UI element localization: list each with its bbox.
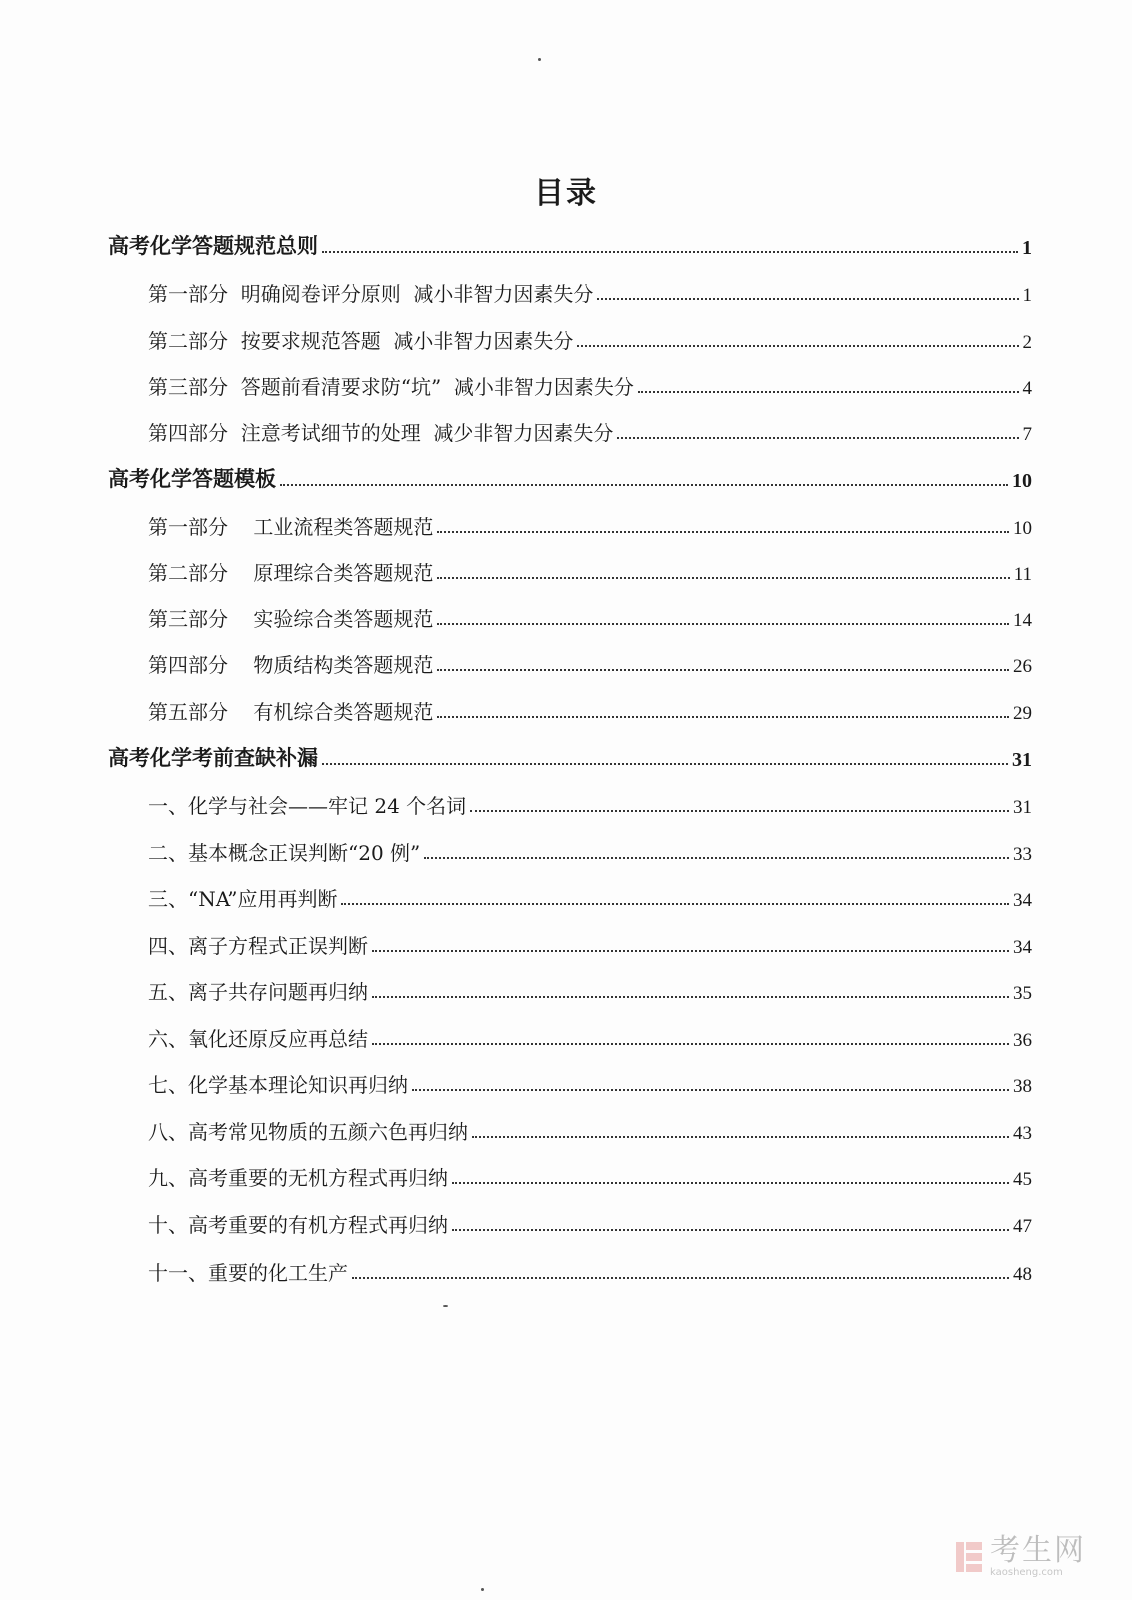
toc-entry-label: 第三部分 实验综合类答题规范	[148, 607, 434, 631]
toc-entry-label: 六、氧化还原反应再总结	[148, 1027, 368, 1051]
toc-page-number: 45	[1013, 1169, 1032, 1190]
dot-leader	[452, 1182, 1009, 1184]
toc-page-number: 43	[1013, 1123, 1032, 1144]
dot-leader	[280, 484, 1008, 486]
toc-page-number: 7	[1022, 424, 1032, 445]
dot-leader	[470, 810, 1009, 812]
toc-entry-label: 第二部分 按要求规范答题 减小非智力因素失分	[148, 329, 574, 353]
toc-page-number: 26	[1013, 656, 1032, 677]
toc-entry[interactable]	[148, 370, 1032, 400]
toc-page-number: 31	[1012, 749, 1032, 771]
scan-speck	[481, 1588, 484, 1591]
dot-leader	[472, 1136, 1009, 1138]
toc-section-entry[interactable]	[108, 742, 1032, 772]
toc-section-entry[interactable]	[108, 463, 1032, 493]
dot-leader	[617, 437, 1018, 439]
toc-entry-label: 五、离子共存问题再归纳	[148, 980, 368, 1004]
toc-entry[interactable]	[148, 1115, 1032, 1145]
page-title: 目录	[534, 176, 598, 211]
toc-page-number: 38	[1013, 1076, 1032, 1097]
dot-leader	[437, 531, 1009, 533]
toc-entry-label: 第四部分 注意考试细节的处理 减少非智力因素失分	[148, 421, 614, 445]
watermark-url: kaosheng.com	[990, 1567, 1063, 1578]
toc-page-number: 10	[1013, 518, 1032, 539]
toc-page-number: 31	[1013, 797, 1032, 818]
toc-entry-label: 七、化学基本理论知识再归纳	[148, 1073, 408, 1097]
toc-entry[interactable]	[148, 510, 1032, 540]
dot-leader	[322, 763, 1008, 765]
toc-entry[interactable]	[148, 1161, 1032, 1191]
toc-entry[interactable]	[148, 1256, 1032, 1286]
dot-leader	[452, 1229, 1009, 1231]
toc-entry-label: 四、离子方程式正误判断	[148, 934, 368, 958]
toc-page-number: 1	[1022, 237, 1032, 259]
toc-page-number: 14	[1013, 610, 1032, 631]
watermark-title: 考生网	[990, 1533, 1086, 1568]
toc-page-number: 29	[1013, 703, 1032, 724]
toc-entry[interactable]	[148, 556, 1032, 586]
toc-entry[interactable]	[148, 882, 1032, 912]
toc-entry[interactable]	[148, 416, 1032, 446]
site-watermark	[954, 1533, 1086, 1578]
toc-page-number: 33	[1013, 844, 1032, 865]
scan-speck	[538, 58, 541, 61]
toc-entry-label: 第四部分 物质结构类答题规范	[148, 653, 434, 677]
toc-entry[interactable]	[148, 1022, 1032, 1052]
toc-section-entry[interactable]	[108, 230, 1032, 260]
dot-leader	[352, 1277, 1009, 1279]
toc-page-number: 1	[1022, 285, 1032, 306]
toc-entry-label: 第二部分 原理综合类答题规范	[148, 561, 434, 585]
toc-entry[interactable]	[148, 1068, 1032, 1098]
toc-entry-label: 第三部分 答题前看清要求防“坑” 减小非智力因素失分	[148, 375, 634, 399]
dot-leader	[424, 857, 1009, 859]
dot-leader	[597, 298, 1018, 300]
toc-page-number: 35	[1013, 983, 1032, 1004]
toc-entry-label: 十一、重要的化工生产	[148, 1261, 348, 1285]
toc-entry[interactable]	[148, 324, 1032, 354]
dot-leader	[577, 345, 1018, 347]
dot-leader	[341, 903, 1009, 905]
toc-entry[interactable]	[148, 648, 1032, 678]
toc-page-number: 2	[1022, 332, 1032, 353]
toc-page-number: 4	[1022, 378, 1032, 399]
toc-entry[interactable]	[148, 695, 1032, 725]
toc-entry[interactable]	[148, 1208, 1032, 1238]
dot-leader	[372, 1043, 1009, 1045]
dot-leader	[437, 669, 1009, 671]
toc-page-number: 11	[1013, 564, 1032, 585]
toc-page-number: 34	[1013, 890, 1032, 911]
toc-entry[interactable]	[148, 929, 1032, 959]
toc-page-number: 36	[1013, 1030, 1032, 1051]
toc-entry-label: 高考化学考前查缺补漏	[108, 745, 318, 770]
toc-entry-label: 第五部分 有机综合类答题规范	[148, 700, 434, 724]
toc-entry-label: 三、“NA”应用再判断	[148, 887, 338, 911]
toc-entry[interactable]	[148, 602, 1032, 632]
toc-entry[interactable]	[148, 975, 1032, 1005]
toc-entry-label: 第一部分 工业流程类答题规范	[148, 515, 434, 539]
dot-leader	[437, 716, 1009, 718]
toc-page-number: 48	[1013, 1264, 1032, 1285]
toc-entry-label: 九、高考重要的无机方程式再归纳	[148, 1166, 448, 1190]
toc-entry[interactable]	[148, 836, 1032, 866]
toc-entry[interactable]	[148, 789, 1032, 819]
toc-entry-label: 八、高考常见物质的五颜六色再归纳	[148, 1120, 468, 1144]
toc-entry-label: 高考化学答题模板	[108, 466, 276, 491]
dot-leader	[322, 251, 1018, 253]
toc-page-number: 34	[1013, 937, 1032, 958]
toc-page-number: 47	[1013, 1216, 1032, 1237]
toc-entry-label: 十、高考重要的有机方程式再归纳	[148, 1213, 448, 1237]
toc-entry-label: 第一部分 明确阅卷评分原则 减小非智力因素失分	[148, 282, 594, 306]
dot-leader	[437, 623, 1009, 625]
toc-entry-label: 高考化学答题规范总则	[108, 233, 318, 258]
toc-entry[interactable]	[148, 277, 1032, 307]
dot-leader	[437, 577, 1009, 579]
dot-leader	[372, 950, 1009, 952]
toc-page-number: 10	[1012, 470, 1032, 492]
kaosheng-logo-icon	[954, 1540, 984, 1574]
dot-leader	[372, 996, 1009, 998]
toc-entry-label: 一、化学与社会——牢记 24 个名词	[148, 794, 467, 818]
toc-entry-label: 二、基本概念正误判断“20 例”	[148, 841, 421, 865]
scan-speck	[443, 1305, 448, 1307]
dot-leader	[638, 391, 1019, 393]
dot-leader	[412, 1089, 1009, 1091]
